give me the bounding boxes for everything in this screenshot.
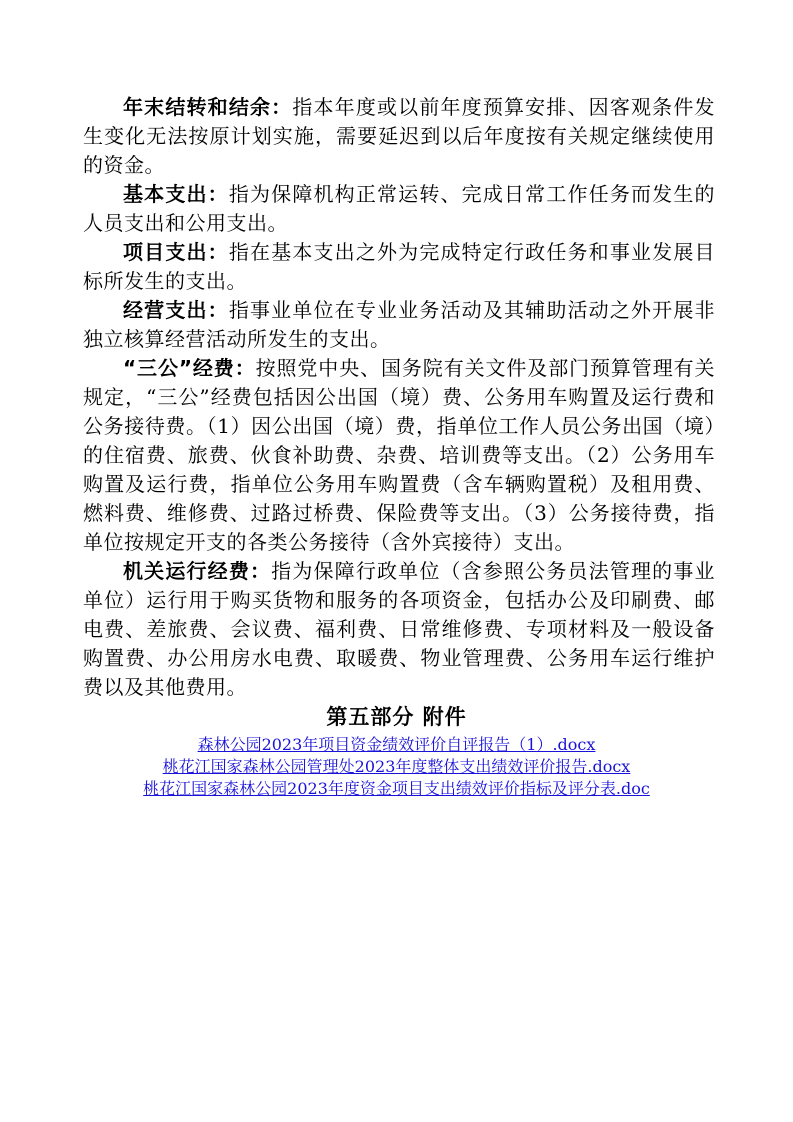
definition-term: 经营支出： bbox=[123, 298, 229, 322]
attachment-item bbox=[0, 756, 793, 778]
definition-term: “三公”经费： bbox=[123, 356, 256, 380]
definition-paragraph-project-expenditure bbox=[83, 238, 715, 296]
attachment-link-overall-expenditure-report[interactable]: 桃花江国家森林公园管理处2023年度整体支出绩效评价报告.docx bbox=[162, 757, 631, 776]
definition-text: 指为保障行政单位（含参照公务员法管理的事业单位）运行用于购买货物和服务的各项资金，包括办公及印刷费、邮电费、差旅费、会议费、福利费、日常维修费、专项材料及一般设备购置费、办公用房水电费、取暖费、物业管理费、公务用车运行维护费以及其他费用。 bbox=[83, 559, 716, 699]
definition-text: 指在基本支出之外为完成特定行政任务和事业发展目标所发生的支出。 bbox=[83, 240, 716, 293]
definition-text: 指事业单位在专业业务活动及其辅助活动之外开展非独立核算经营活动所发生的支出。 bbox=[83, 298, 716, 351]
definition-text: 指本年度或以前年度预算安排、因客观条件发生变化无法按原计划实施，需要延迟到以后年度按有关规定继续使用的资金。 bbox=[83, 95, 716, 177]
definition-paragraph-basic-expenditure bbox=[83, 180, 715, 238]
definition-paragraph-agency-operating-funds bbox=[83, 557, 715, 702]
attachment-link-self-evaluation-report[interactable]: 森林公园2023年项目资金绩效评价自评报告（1）.docx bbox=[197, 735, 596, 754]
definition-paragraph-year-end-balance bbox=[83, 93, 715, 180]
definition-text: 按照党中央、国务院有关文件及部门预算管理有关规定，“三公”经费包括因公出国（境）费、公务用车购置及运行费和公务接待费。（1）因公出国（境）费，指单位工作人员公务出国（境）的住宿费、旅费、伙食补助费、杂费、培训费等支出。（2）公务用车购置及运行费，指单位公务用车购置费（含车辆购置税）及租用费、燃料费、维修费、过路过桥费、保险费等支出。（3）公务接待费，指单位按规定开支的各类公务接待（含外宾接待）支出。 bbox=[83, 356, 715, 554]
definition-paragraph-operating-expenditure bbox=[83, 296, 715, 354]
attachment-list bbox=[0, 734, 793, 800]
section-title: 第五部分 附件 bbox=[326, 705, 467, 729]
definition-paragraph-three-public-expenses bbox=[83, 354, 715, 557]
definition-term: 项目支出： bbox=[123, 240, 229, 264]
definition-term: 机关运行经费： bbox=[123, 559, 272, 583]
attachment-item bbox=[0, 734, 793, 756]
attachment-item bbox=[0, 778, 793, 800]
attachment-link-evaluation-index-table[interactable]: 桃花江国家森林公园2023年度资金项目支出绩效评价指标及评分表.doc bbox=[143, 779, 650, 798]
definition-text: 指为保障机构正常运转、完成日常工作任务而发生的人员支出和公用支出。 bbox=[83, 182, 716, 235]
definition-term: 年末结转和结余： bbox=[123, 95, 293, 119]
definitions-body bbox=[83, 93, 715, 702]
definition-term: 基本支出： bbox=[123, 182, 229, 206]
